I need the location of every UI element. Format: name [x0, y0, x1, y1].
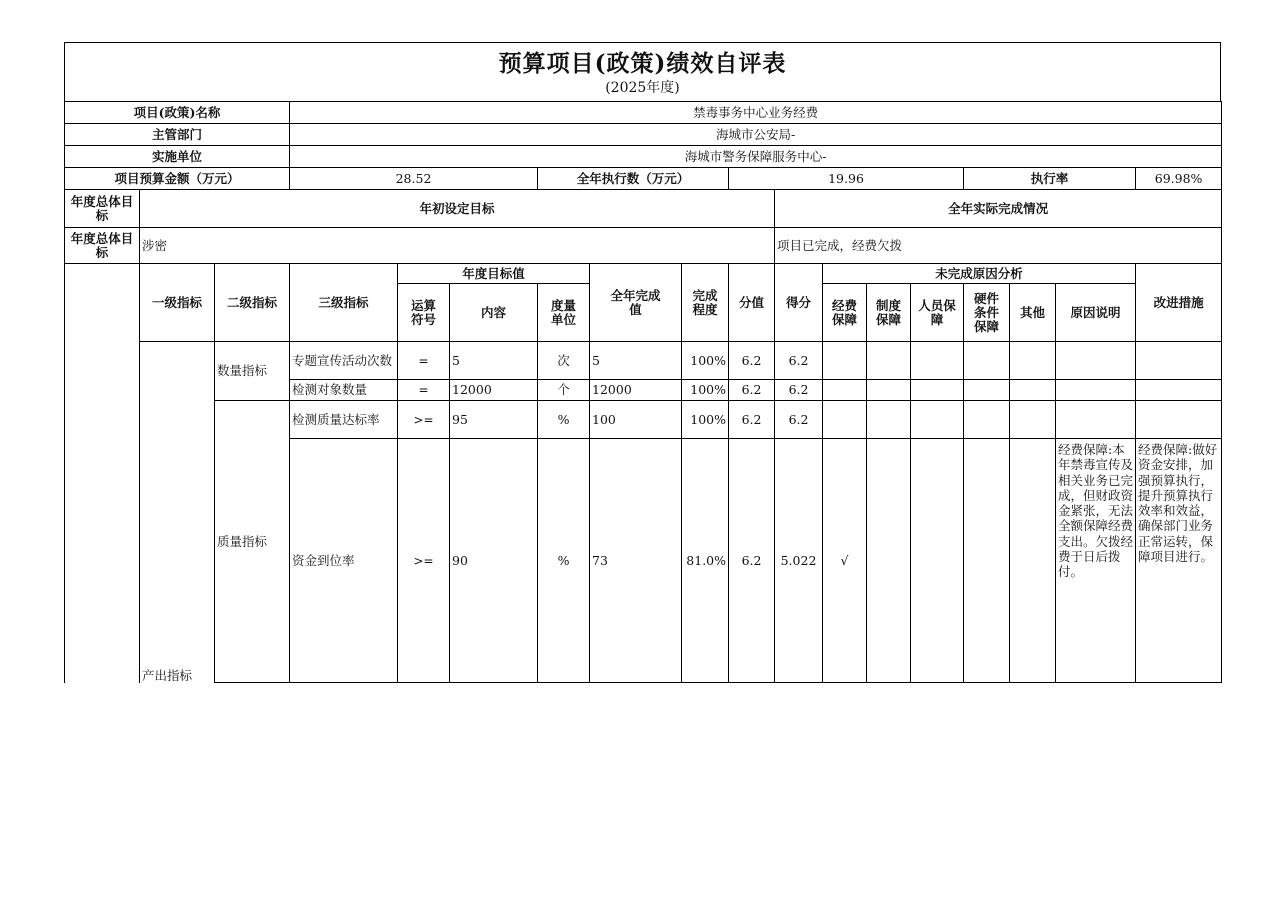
- unit-header: 度量单位: [538, 284, 590, 342]
- unit-value: 海城市警务保障服务中心-: [290, 146, 1222, 168]
- reason-system: [867, 401, 911, 439]
- dept-value: 海城市公安局-: [290, 124, 1222, 146]
- indicator-unit: %: [538, 439, 590, 683]
- level2-header: 二级指标: [215, 264, 290, 342]
- indicator-score: 5.022: [775, 439, 823, 683]
- dept-label: 主管部门: [65, 124, 290, 146]
- reason-explain: 经费保障:本年禁毒宣传及相关业务已完成，但财政资金紧张，无法全额保障经费支出。欠拨经费于日后拨付。: [1056, 439, 1136, 683]
- unit-label: 实施单位: [65, 146, 290, 168]
- rate-label: 执行率: [964, 168, 1136, 190]
- project-name-value: 禁毒事务中心业务经费: [290, 102, 1222, 124]
- reason-explain: [1056, 401, 1136, 439]
- reason-explain: [1056, 342, 1136, 380]
- reason-hardware: [964, 380, 1010, 401]
- page-subtitle: (2025年度): [605, 80, 680, 96]
- indicator-value: 6.2: [729, 342, 775, 380]
- level3-header: 三级指标: [290, 264, 398, 342]
- reason-funding: [823, 342, 867, 380]
- project-name-label: 项目(政策)名称: [65, 102, 290, 124]
- improve-header: 改进措施: [1136, 264, 1222, 342]
- initial-goal-text: 涉密: [140, 228, 775, 264]
- indicator-content: 5: [450, 342, 538, 380]
- improvement: [1136, 342, 1222, 380]
- explain-header: 原因说明: [1056, 284, 1136, 342]
- reason-system: [867, 342, 911, 380]
- quantity-category: 数量指标: [215, 342, 290, 401]
- score-header: 得分: [775, 264, 823, 342]
- reason-staff: [911, 342, 964, 380]
- indicator-header-row-1: [65, 264, 1222, 284]
- reason-explain: [1056, 380, 1136, 401]
- goals-content-row: [65, 228, 1222, 264]
- actual-completion-label: 全年实际完成情况: [775, 190, 1222, 228]
- indicator-actual: 5: [590, 342, 682, 380]
- actual-completion-text: 项目已完成，经费欠拨: [775, 228, 1222, 264]
- indicator-score: 6.2: [775, 401, 823, 439]
- reason-other: [1010, 380, 1056, 401]
- goals-header-label: 年度总体目标: [65, 190, 140, 228]
- quality-category: 质量指标: [215, 401, 290, 683]
- indicator-value: 6.2: [729, 401, 775, 439]
- indicator-operator: >=: [398, 401, 450, 439]
- exec-value: 19.96: [729, 168, 964, 190]
- budget-row: [65, 168, 1222, 190]
- evaluation-table: [64, 101, 1222, 683]
- indicator-value: 6.2: [729, 439, 775, 683]
- budget-label: 项目预算金额（万元）: [65, 168, 290, 190]
- indicator-name: 资金到位率: [290, 439, 398, 683]
- indicator-score: 6.2: [775, 342, 823, 380]
- goals-row-label: 年度总体目标: [65, 228, 140, 264]
- reason-funding: √: [823, 439, 867, 683]
- page-title: 预算项目(政策)绩效自评表: [498, 50, 787, 77]
- indicator-actual: 100: [590, 401, 682, 439]
- initial-goal-label: 年初设定目标: [140, 190, 775, 228]
- reason-staff: [911, 401, 964, 439]
- indicator-operator: >=: [398, 439, 450, 683]
- indicator-value: 6.2: [729, 380, 775, 401]
- budget-value: 28.52: [290, 168, 538, 190]
- reason-hardware: [964, 342, 1010, 380]
- target-group-header: 年度目标值: [398, 264, 590, 284]
- indicator-completion: 100%: [682, 380, 729, 401]
- reason-staff: [911, 380, 964, 401]
- title-block: [64, 42, 1221, 101]
- completion-header: 完成程度: [682, 264, 729, 342]
- indicator-score: 6.2: [775, 380, 823, 401]
- performance-self-evaluation-sheet: [64, 42, 1221, 683]
- actual-value-header: 全年完成值: [590, 264, 682, 342]
- indicator-unit: %: [538, 401, 590, 439]
- reason-funding: [823, 380, 867, 401]
- indicator-operator: =: [398, 380, 450, 401]
- level1-header: 一级指标: [140, 264, 215, 342]
- project-name-row: [65, 102, 1222, 124]
- indicator-content: 90: [450, 439, 538, 683]
- hardware-header: 硬件条件保障: [964, 284, 1010, 342]
- indicator-completion: 81.0%: [682, 439, 729, 683]
- improvement: 经费保障:做好资金安排，加强预算执行，提升预算执行效率和效益，确保部门业务正常运转，保障项目进行。: [1136, 439, 1222, 683]
- operator-header: 运算符号: [398, 284, 450, 342]
- staff-header: 人员保障: [911, 284, 964, 342]
- dept-row: [65, 124, 1222, 146]
- unit-row: [65, 146, 1222, 168]
- other-header: 其他: [1010, 284, 1056, 342]
- indicator-completion: 100%: [682, 342, 729, 380]
- indicator-operator: =: [398, 342, 450, 380]
- funding-header: 经费保障: [823, 284, 867, 342]
- reason-system: [867, 380, 911, 401]
- reason-other: [1010, 342, 1056, 380]
- indicator-actual: 12000: [590, 380, 682, 401]
- exec-label: 全年执行数（万元）: [538, 168, 729, 190]
- indicator-completion: 100%: [682, 401, 729, 439]
- content-header: 内容: [450, 284, 538, 342]
- indicator-unit: 次: [538, 342, 590, 380]
- indicator-content: 95: [450, 401, 538, 439]
- reason-staff: [911, 439, 964, 683]
- indicator-content: 12000: [450, 380, 538, 401]
- output-category: 产出指标: [140, 342, 215, 683]
- indicator-actual: 73: [590, 439, 682, 683]
- reason-funding: [823, 401, 867, 439]
- reason-group-header: 未完成原因分析: [823, 264, 1136, 284]
- table-row: [65, 342, 1222, 380]
- indicator-name: 检测对象数量: [290, 380, 398, 401]
- indicator-name: 检测质量达标率: [290, 401, 398, 439]
- left-spacer-cell: [65, 264, 140, 683]
- table-row: [65, 401, 1222, 439]
- system-header: 制度保障: [867, 284, 911, 342]
- reason-system: [867, 439, 911, 683]
- goals-header-row: [65, 190, 1222, 228]
- improvement: [1136, 380, 1222, 401]
- rate-value: 69.98%: [1136, 168, 1222, 190]
- reason-hardware: [964, 401, 1010, 439]
- improvement: [1136, 401, 1222, 439]
- indicator-name: 专题宣传活动次数: [290, 342, 398, 380]
- reason-other: [1010, 439, 1056, 683]
- indicator-unit: 个: [538, 380, 590, 401]
- score-value-header: 分值: [729, 264, 775, 342]
- reason-hardware: [964, 439, 1010, 683]
- reason-other: [1010, 401, 1056, 439]
